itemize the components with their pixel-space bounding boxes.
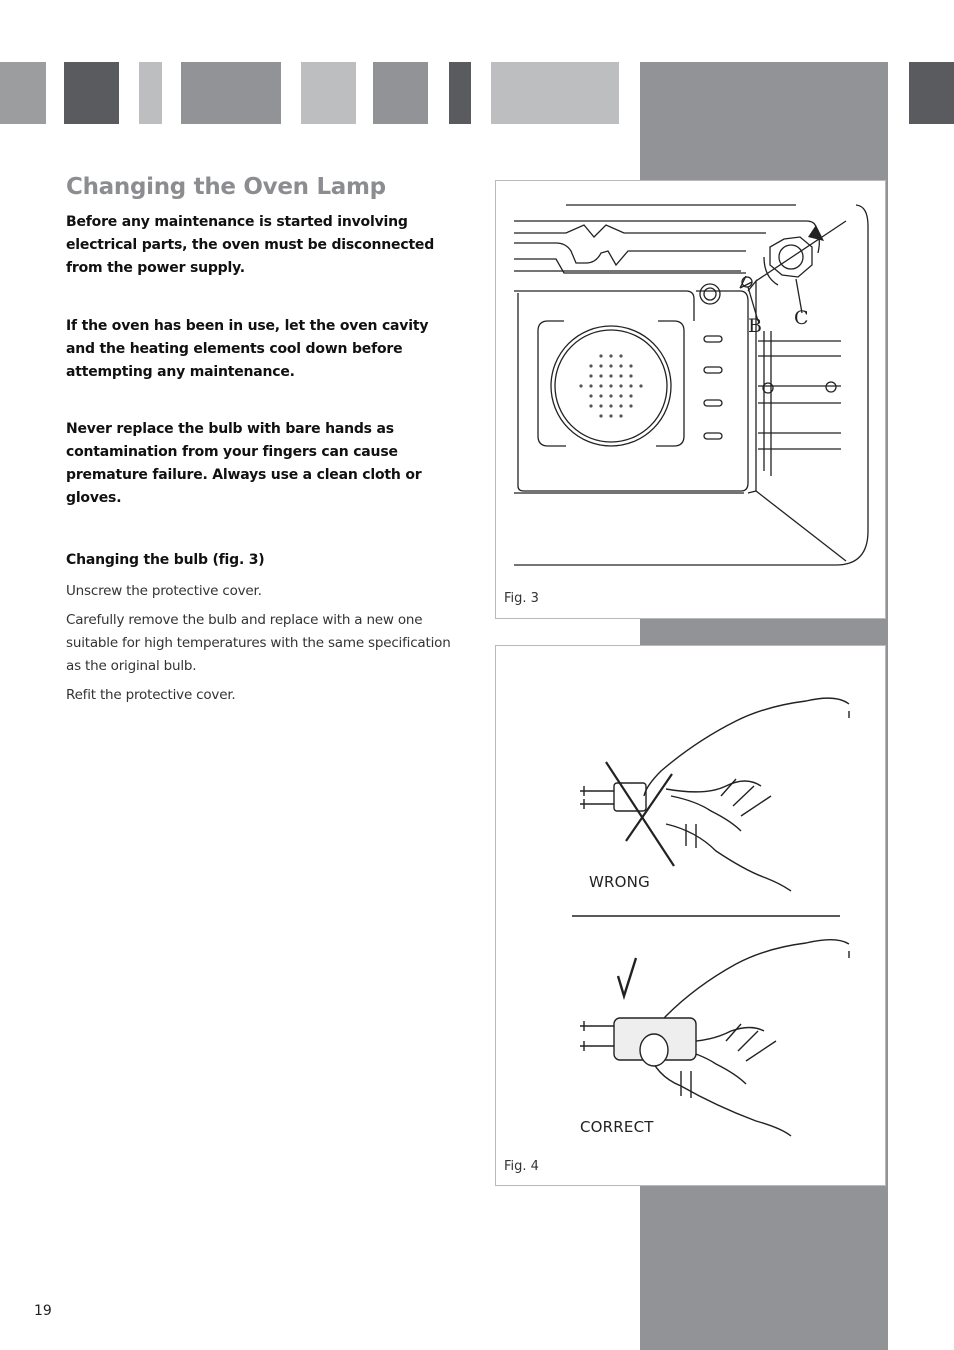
header-bar-2 [64,62,119,124]
warning-cool-down: If the oven has been in use, let the oven cavity and the heating elements cool down before attempting any maintenance. [66,318,429,380]
oven-interior-illustration [496,181,887,620]
header-bar-8 [491,62,619,124]
header-bar-5 [301,62,356,124]
figure-3 [495,180,886,619]
page-title: Changing the Oven Lamp [66,174,386,200]
bulb-handling-illustration [496,646,887,1187]
figure-4-caption: Fig. 4 [504,1159,539,1174]
wrong-label: WRONG [589,873,650,891]
header-bar-6 [373,62,428,124]
figure-4 [495,645,886,1186]
step-unscrew: Unscrew the protective cover. [66,583,262,599]
header-bar-7 [449,62,471,124]
label-c: C [794,307,809,329]
step-refit: Refit the protective cover. [66,687,236,703]
page-number: 19 [34,1303,52,1319]
correct-label: CORRECT [580,1118,654,1136]
header-bar-3 [139,62,162,124]
label-b: B [748,315,763,337]
header-bar-1 [0,62,46,124]
section-subheading: Changing the bulb (fig. 3) [66,552,265,568]
step-replace-bulb: Carefully remove the bulb and replace with a new one suitable for high temperatures with the same specification as the original bulb. [66,612,451,674]
header-bar-4 [181,62,281,124]
figure-3-caption: Fig. 3 [504,591,539,606]
warning-disconnect: Before any maintenance is started involving electrical parts, the oven must be disconnected from the power supply. [66,214,435,276]
warning-bare-hands: Never replace the bulb with bare hands as contamination from your fingers can cause premature failure. Always use a clean cloth or gloves. [66,421,422,506]
header-bar-10 [909,62,954,124]
